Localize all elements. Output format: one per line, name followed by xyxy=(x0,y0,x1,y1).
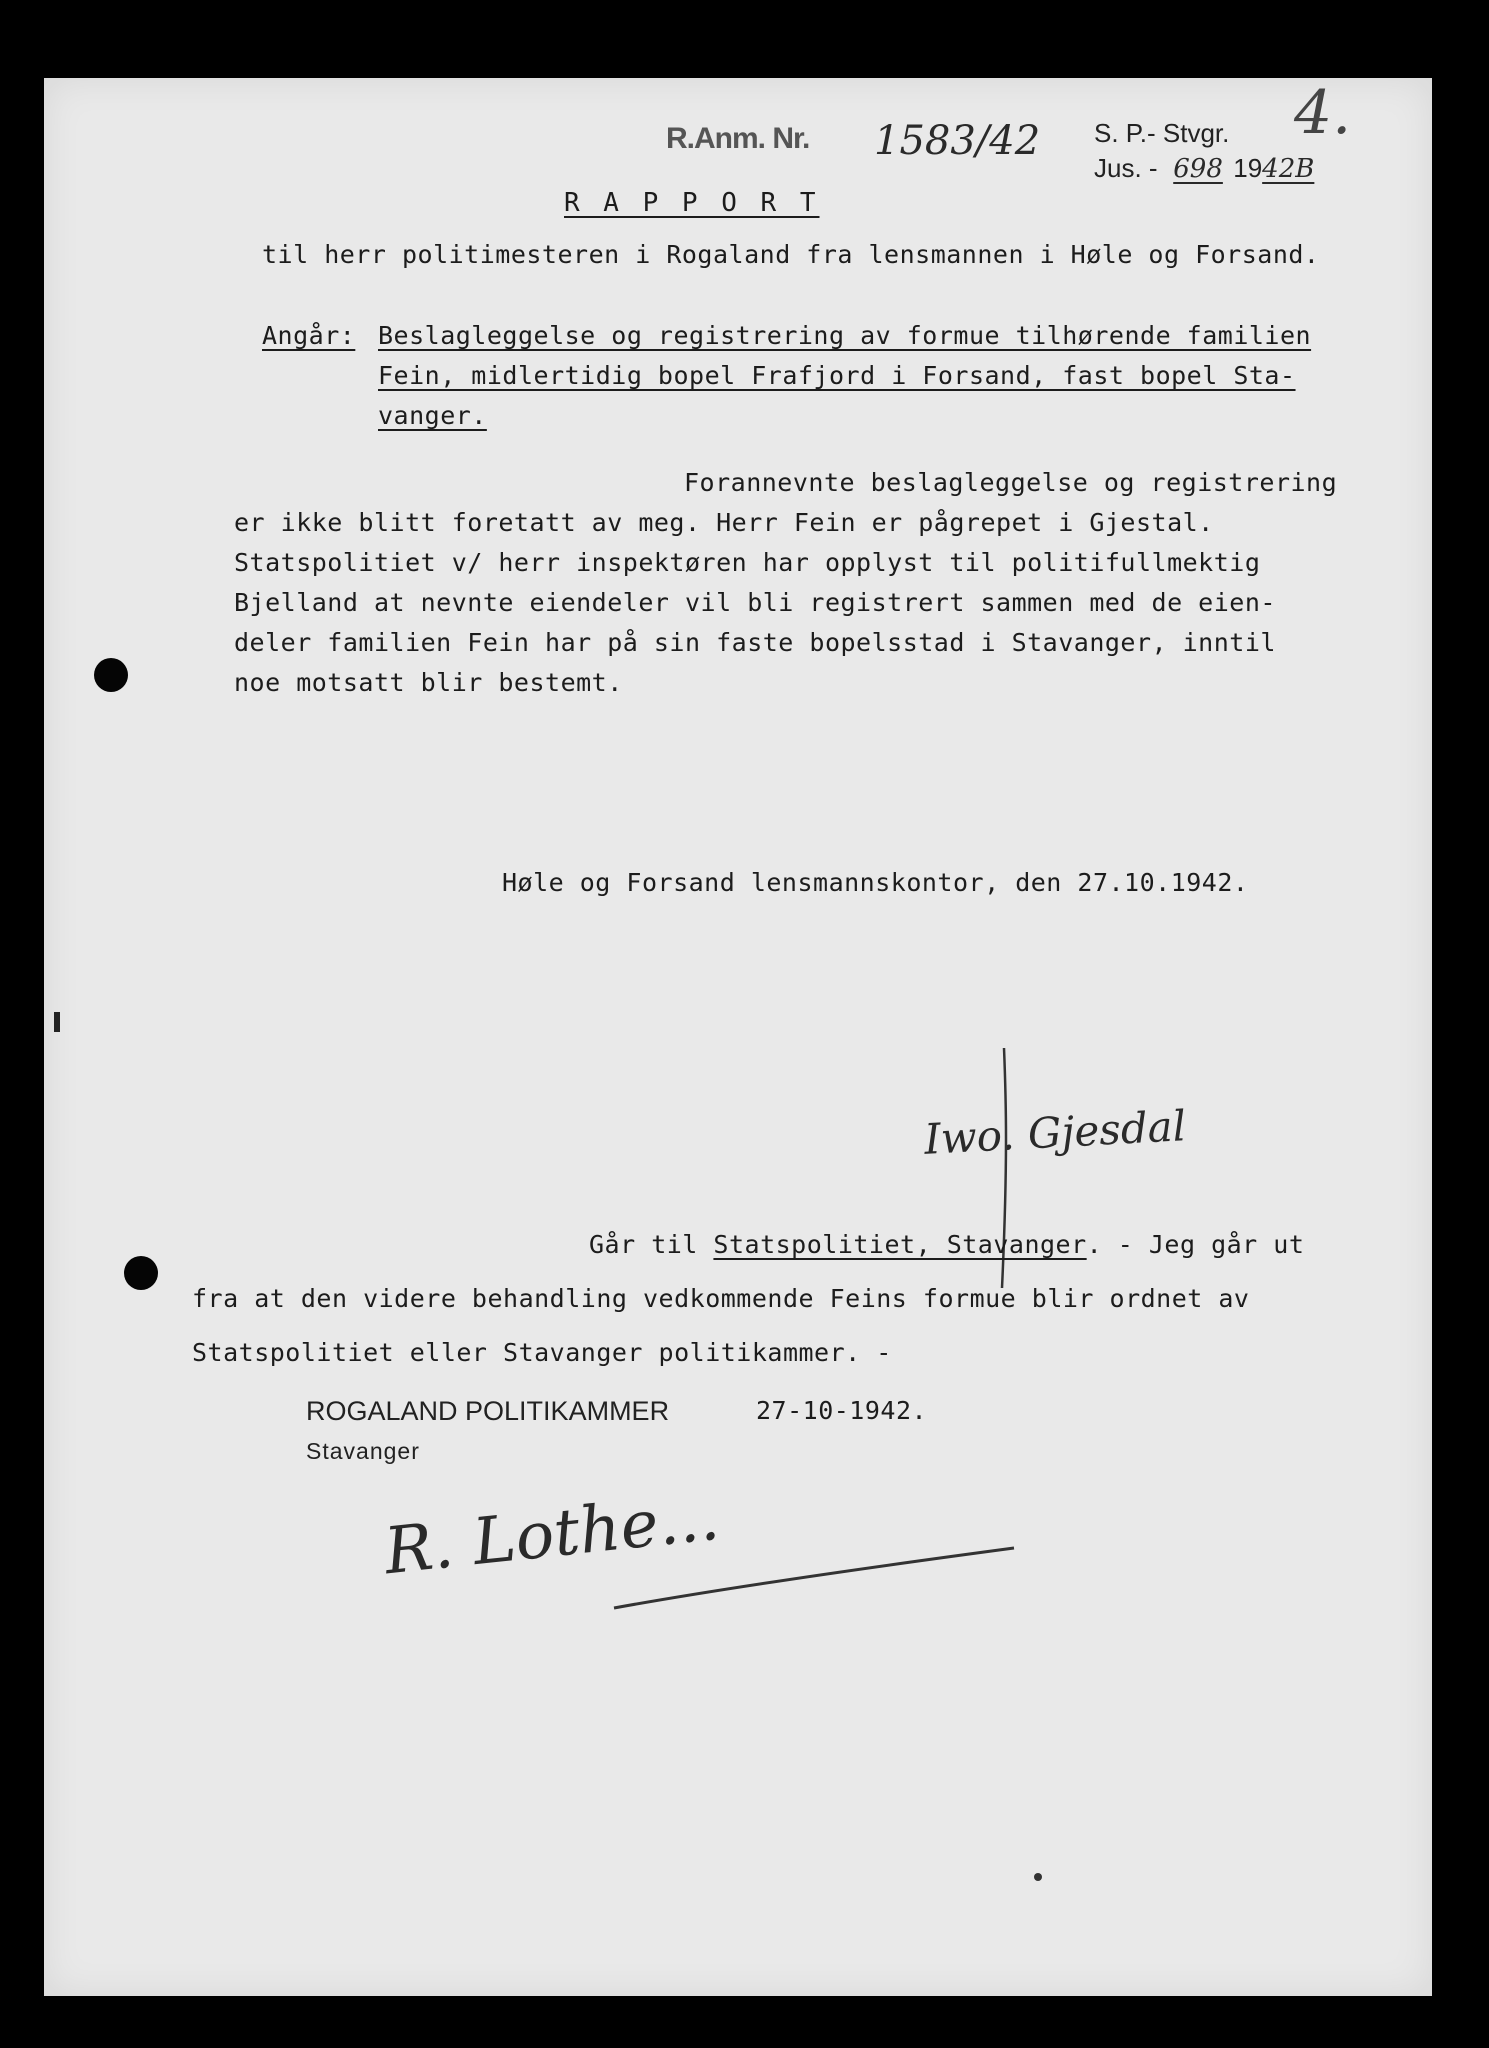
document-page xyxy=(44,78,1432,1996)
forward-prefix: Går til xyxy=(589,1230,698,1259)
page-number: 4. xyxy=(1294,78,1352,148)
signature-politimester-underline xyxy=(604,1518,1024,1618)
subject-line-2: Fein, midlertidig bopel Frafjord i Forsand, fast bopel Sta- xyxy=(378,361,1296,390)
police-office-stamp: ROGALAND POLITIKAMMER xyxy=(306,1396,670,1426)
forward-suffix: . - Jeg går ut xyxy=(1086,1230,1305,1259)
registry-stamp-label: R.Anm. Nr. xyxy=(666,122,810,155)
body-line-2: er ikke blitt foretatt av meg. Herr Fein er pågrepet i Gjestal. xyxy=(234,508,1214,537)
smudge-mark xyxy=(1034,1873,1042,1881)
body-line-1: Forannevnte beslagleggelse og registrering xyxy=(684,468,1338,497)
body-line-6: noe motsatt blir bestemt. xyxy=(234,668,623,697)
subject-line-3: vanger. xyxy=(378,401,487,430)
body-line-5: deler familien Fein har på sin faste bopelsstad i Stavanger, inntil xyxy=(234,628,1276,657)
signature-politimester: R. Lothe... xyxy=(381,1480,723,1590)
police-city-stamp: Stavanger xyxy=(306,1438,420,1464)
forward-line-1 xyxy=(589,1230,1304,1259)
addressee-line: til herr politimesteren i Rogaland fra lensmannen i Høle og Forsand. xyxy=(262,240,1320,269)
place-date-line: Høle og Forsand lensmannskontor, den 27.10.1942. xyxy=(502,868,1249,897)
edge-mark xyxy=(54,1012,60,1032)
forward-line-2: fra at den videre behandling vedkommende Feins formue blir ordnet av xyxy=(192,1284,1250,1313)
jus-label: Jus. - xyxy=(1094,153,1158,183)
subject-label: Angår: xyxy=(262,321,356,350)
body-line-4: Bjelland at nevnte eiendeler vil bli registrert sammen med de eien- xyxy=(234,588,1276,617)
punch-hole-top xyxy=(94,658,128,692)
forward-line-3: Statspolitiet eller Stavanger politikammer. - xyxy=(192,1338,892,1367)
signature-lensmann: Iwo. Gjesdal xyxy=(922,1101,1188,1164)
case-number: 1583/42 xyxy=(874,118,1041,164)
jus-reference xyxy=(1094,153,1314,184)
signature-lensmann-stroke xyxy=(984,1038,1024,1298)
office-stamp: S. P.- Stvgr. xyxy=(1094,118,1230,148)
jus-year-prefix: 19 xyxy=(1233,153,1263,183)
punch-hole-bottom xyxy=(124,1256,158,1290)
forward-date: 27-10-1942. xyxy=(756,1396,928,1425)
jus-number: 698 xyxy=(1173,154,1223,184)
jus-year-suffix: 42B xyxy=(1262,154,1315,184)
report-title: R A P P O R T xyxy=(564,188,820,218)
body-line-3: Statspolitiet v/ herr inspektøren har opplyst til politifullmektig xyxy=(234,548,1261,577)
forward-recipient: Statspolitiet, Stavanger xyxy=(713,1230,1087,1259)
subject-line-1: Beslagleggelse og registrering av formue tilhørende familien xyxy=(378,321,1312,350)
